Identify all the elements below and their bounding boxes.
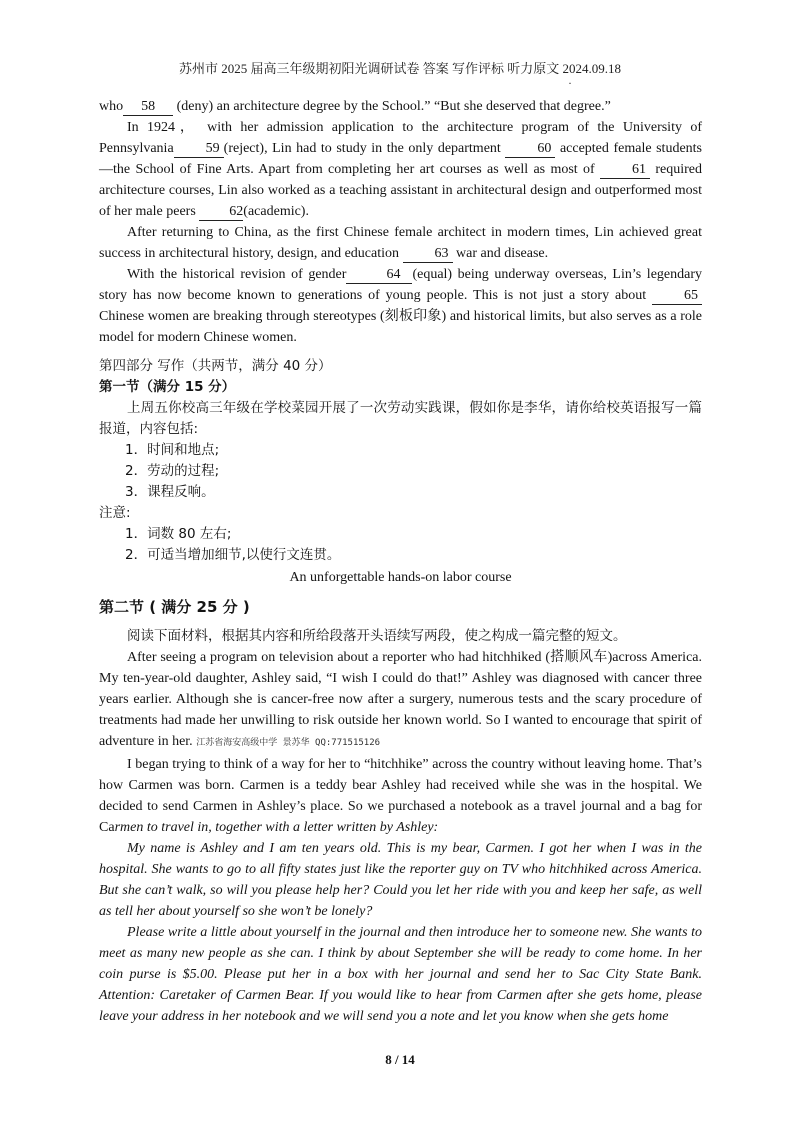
blank-64[interactable]: 64 <box>346 267 412 284</box>
blank-62[interactable]: 62 <box>199 204 243 221</box>
text: accepted female students—the School of Fine Arts. Apart from completing her art courses as well as most of <box>99 141 702 177</box>
text: (equal) being underway overseas, Lin’s legendary story has now become known to generations of young people. This is not just a story about <box>99 267 702 303</box>
text: (reject), Lin had to study in the only department <box>223 141 501 156</box>
passage-paragraph-4 <box>99 264 702 348</box>
letter-paragraph-1: My name is Ashley and I am ten years old. This is my bear, Carmen. I got her when I was in the hospital. She wants to go to all fifty states just like the reporter guy on TV who hitchhiked across America. But she can’t walk, so will you please help her? Could you let her ride with you and keep her safe, as well as tell her about yourself so she won’t be lonely? <box>99 841 702 919</box>
letter-paragraph-2: Please write a little about yourself in the journal and then introduce her to someone new. She wants to meet as many new people as she can. I think by about September she will be ready to come home. In her coin purse is $5.00. Please put her in a box with her journal and send her to Sac City State Bank. Attention: Caretaker of Carmen Bear. If you would like to hear from Carmen after she gets home, please leave your address in her notebook and we will send you a note and let you know when she gets home <box>99 925 702 1024</box>
header-dot: · <box>568 76 572 90</box>
section-2-title: 第二节 ( 满分 25 分 ) <box>99 598 250 616</box>
section-1-title: 第一节（满分 15 分） <box>99 379 236 395</box>
passage-paragraph-1 <box>99 96 702 117</box>
text: (deny) an architecture degree by the School.” “But she deserved that degree.” <box>176 99 611 114</box>
story-paragraph-2 <box>99 754 702 838</box>
passage-paragraph-2 <box>99 117 702 222</box>
text: In 1924， with her admission application to the architecture program of the University of Pennsylvania <box>99 120 702 156</box>
text: required architecture courses, Lin also worked as a teaching assistant in architectural design and outperformed most of her male peers <box>99 162 703 219</box>
essay-title: An unforgettable hands-on labor course <box>289 570 512 585</box>
blank-58[interactable]: 58 <box>123 99 173 116</box>
note-item: 2．可适当增加细节,以使行文连贯。 <box>125 547 341 563</box>
text: After returning to China, as the first Chinese female architect in modern times, Lin achieved great success in architectural history, design, and education <box>99 225 702 261</box>
page-content <box>99 96 702 1027</box>
text: I began trying to think of a way for her to “hitchhike” across the country without leaving home. That’s how Carmen was born. Carmen is a teddy bear Ashley had received while she was in the hospital. We decided to send Carmen in Ashley’s place. So we purchased a notebook as a travel journal and a bag for Ca <box>99 757 702 835</box>
blank-65[interactable]: 65 <box>652 288 702 305</box>
requirement-item: 2．劳动的过程; <box>125 463 220 479</box>
blank-60[interactable]: 60 <box>505 141 555 158</box>
section-2-prompt: 阅读下面材料，根据其内容和所给段落开头语续写两段，使之构成一篇完整的短文。 <box>127 628 627 644</box>
note-label: 注意: <box>99 505 131 521</box>
text: rmen to travel in, together with a letter written by Ashley: <box>114 820 439 835</box>
text: war and disease. <box>456 246 549 261</box>
part-title: 第四部分 写作（共两节，满分 40 分） <box>99 358 332 374</box>
watermark-note: 江苏省海安高级中学 景苏华 QQ:771515126 <box>196 738 381 748</box>
text: who <box>99 99 124 114</box>
section-1-prompt: 上周五你校高三年级在学校菜园开展了一次劳动实践课，假如你是李华，请你给校英语报写一篇报道，内容包括: <box>99 400 702 437</box>
passage-paragraph-3 <box>99 222 702 264</box>
blank-59[interactable]: 59 <box>174 141 224 158</box>
page-header: 苏州市 2025 届高三年级期初阳光调研试卷 答案 写作评标 听力原文 2024.09.18 <box>178 61 621 76</box>
story-paragraph-1 <box>99 647 702 754</box>
blank-61[interactable]: 61 <box>600 162 650 179</box>
text: After seeing a program on television about a reporter who had hitchhiked (搭顺风车)across America. My ten-year-old daughter, Ashley said, “I wish I could do that!” Ashley was diagnosed with cancer three years earlier. Although she is cancer-free now after a surgery, numerous tests and the scary procedure of treatments had made her unwilling to risk outside her known world. So I wanted to encourage that spirit of adventure in her. <box>99 650 702 749</box>
requirement-item: 1．时间和地点; <box>125 442 220 458</box>
text: Chinese women are breaking through stereotypes (刻板印象) and historical limits, but also serves as a role model for modern Chinese women. <box>99 309 702 345</box>
requirement-item: 3．课程反响。 <box>125 484 215 500</box>
page-number: 8 / 14 <box>385 1052 415 1067</box>
blank-63[interactable]: 63 <box>403 246 453 263</box>
text: (academic). <box>243 204 309 219</box>
note-item: 1．词数 80 左右; <box>125 526 232 542</box>
text: With the historical revision of gender <box>127 267 347 282</box>
